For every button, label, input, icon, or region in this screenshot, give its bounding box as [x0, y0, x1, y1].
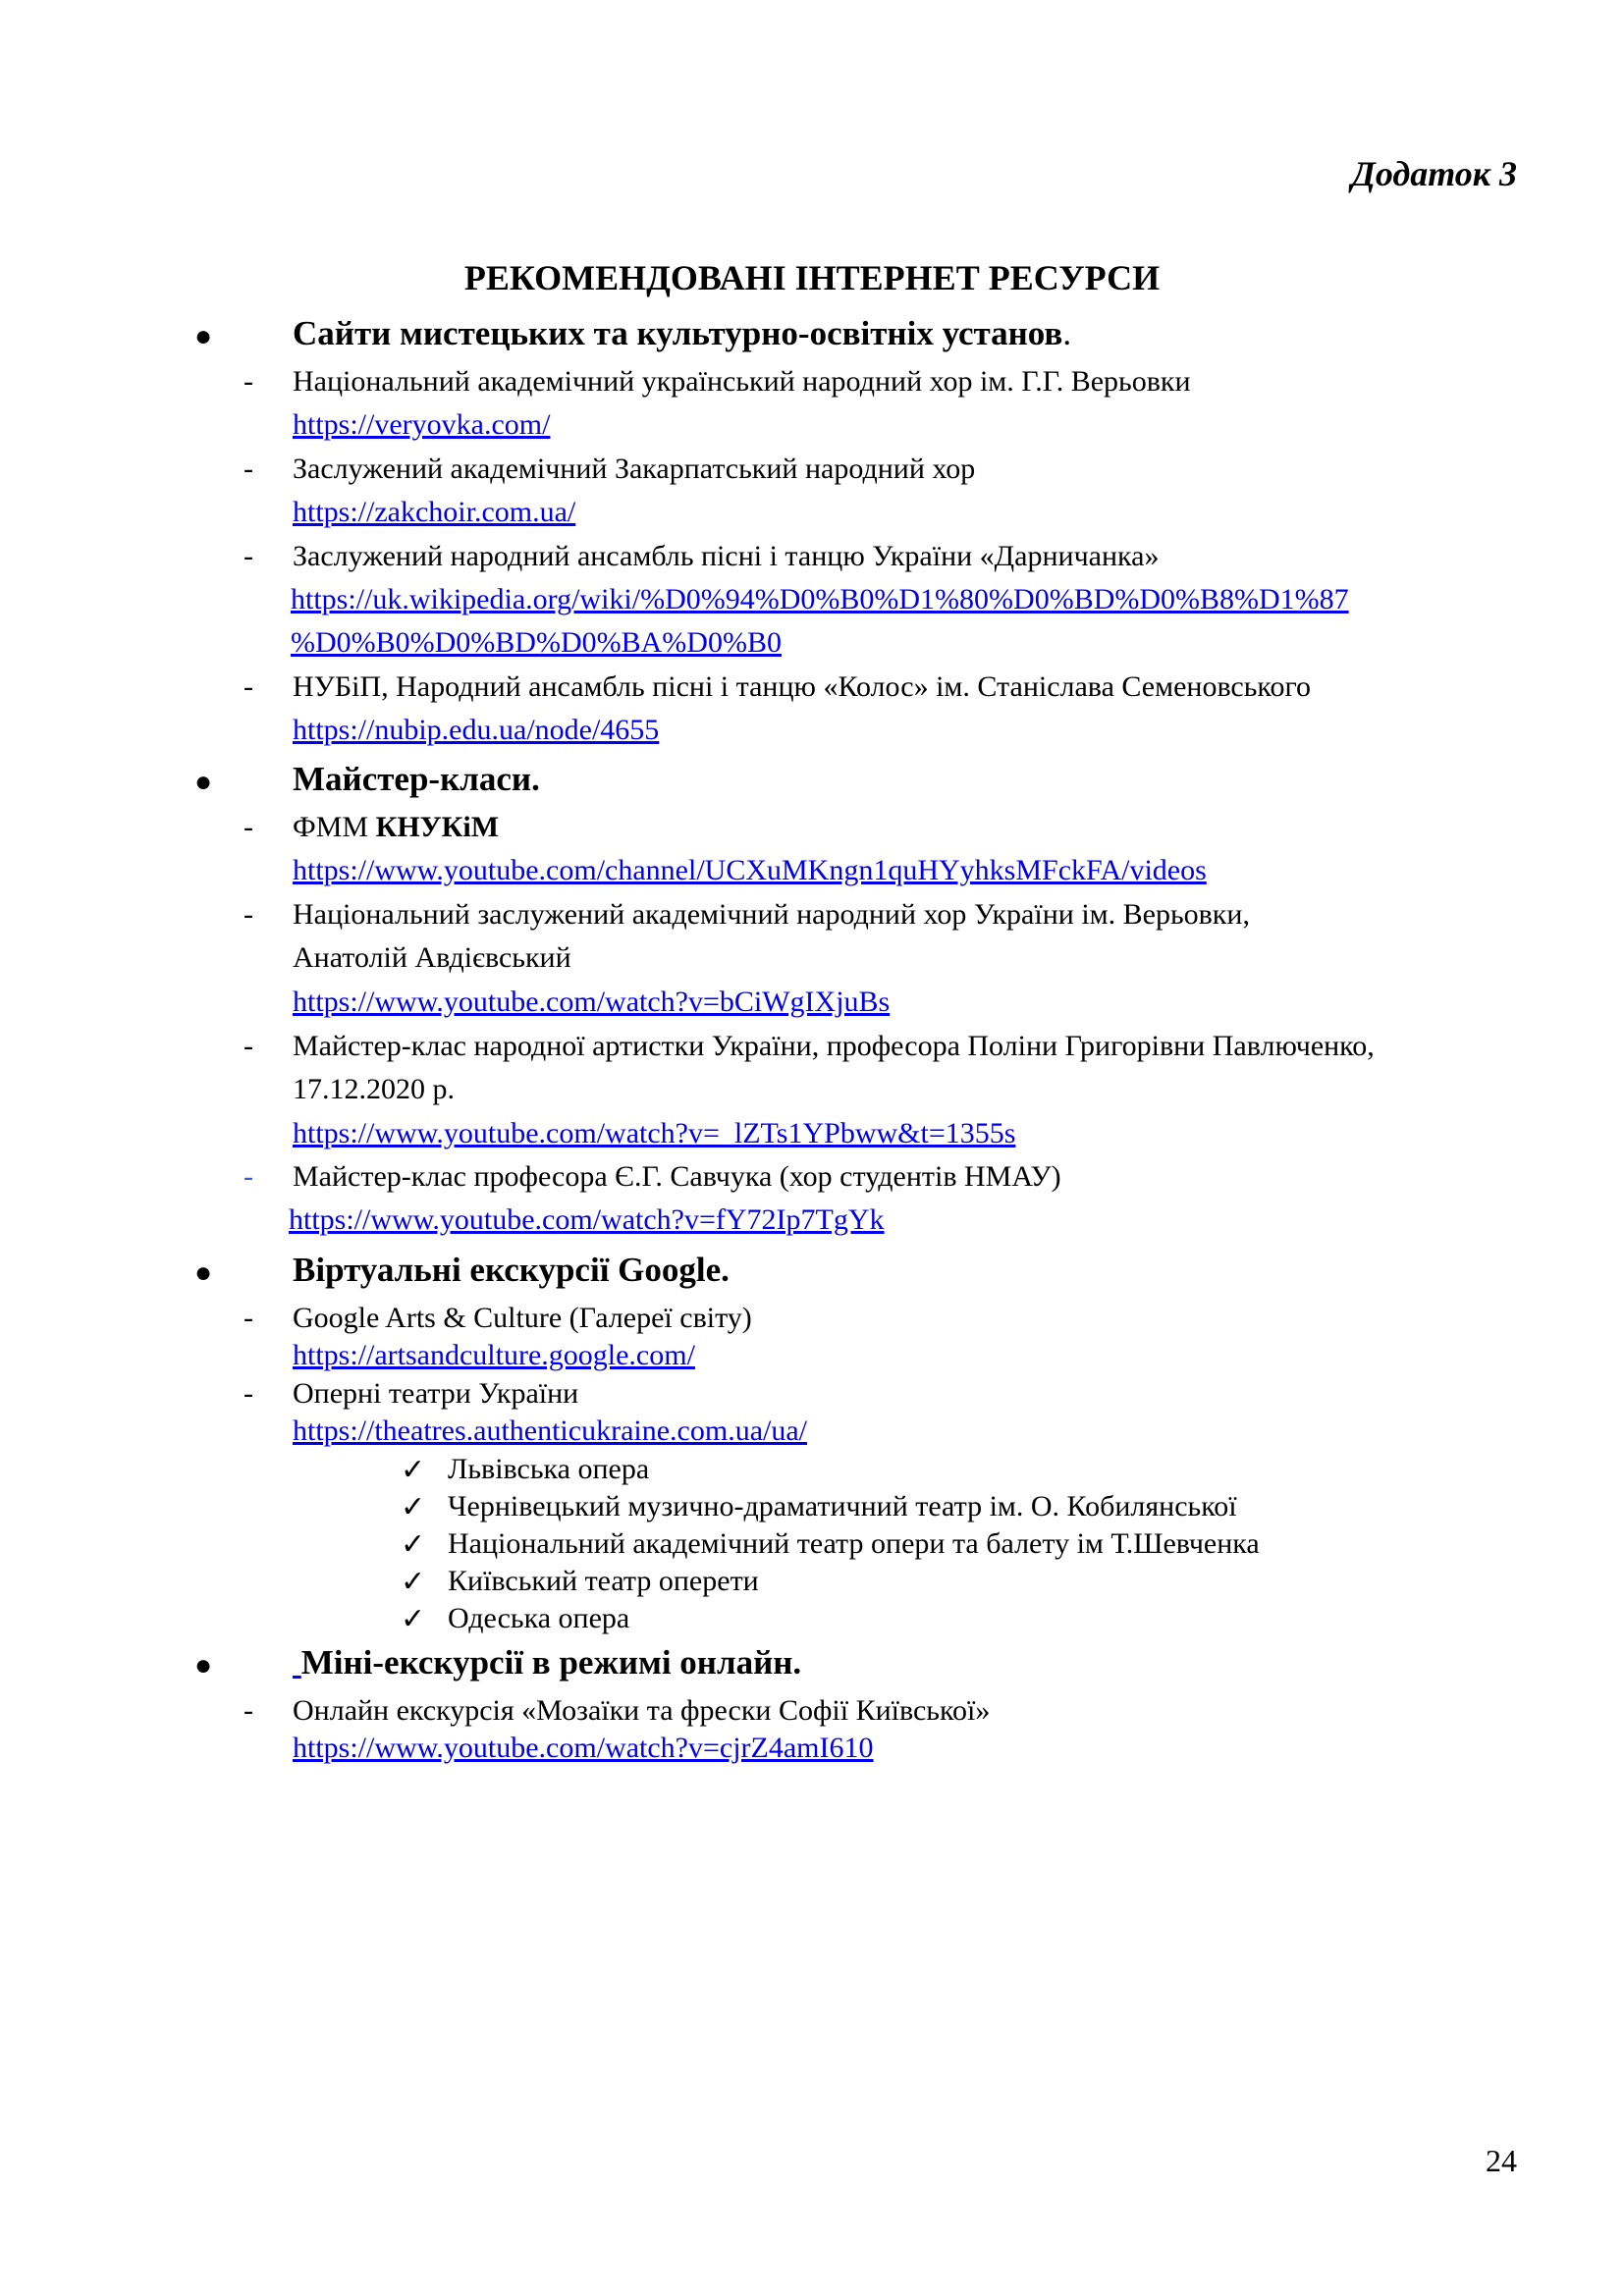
link[interactable]: https://www.youtube.com/watch?v=bCiWgIXjuBs — [293, 986, 891, 1018]
link[interactable]: https://www.youtube.com/watch?v=cjrZ4amI610 — [293, 1732, 874, 1764]
page-title: РЕКОМЕНДОВАНІ ІНТЕРНЕТ РЕСУРСИ — [463, 258, 1161, 297]
section-title: Сайти мистецьких та культурно-освітніх установ. — [293, 314, 1072, 352]
dash-icon: - — [244, 453, 253, 485]
list-item-text: Анатолій Авдієвський — [293, 941, 571, 974]
link[interactable]: https://zakchoir.com.ua/ — [293, 496, 576, 528]
bullet-icon: ● — [194, 766, 213, 798]
list-item-text: Заслужений академічний Закарпатський народний хор — [293, 453, 976, 485]
list-item-text: Національний академічний театр опери та балету ім Т.Шевченка — [448, 1527, 1260, 1560]
list-item-text: 17.12.2020 р. — [293, 1073, 455, 1105]
dash-icon: - — [244, 1160, 253, 1193]
dash-icon: - — [244, 540, 253, 572]
dash-icon: - — [244, 811, 253, 843]
dash-icon: - — [244, 898, 253, 931]
list-item-text: Заслужений народний ансамбль пісні і танцю України «Дарничанка» — [293, 540, 1160, 572]
section-title: Міні-екскурсії в режимі онлайн. — [300, 1643, 802, 1682]
dash-icon: - — [244, 365, 253, 398]
list-item-text: Google Arts & Culture (Галереї світу) — [293, 1302, 752, 1334]
list-item-text: Львівська опера — [448, 1453, 650, 1485]
link[interactable]: https://nubip.edu.ua/node/4655 — [293, 714, 660, 746]
link[interactable]: https://uk.wikipedia.org/wiki/%D0%94%D0%B0%D1%80%D0%BD%D0%B8%D1%87 — [291, 583, 1349, 615]
checkmark-icon: ✓ — [401, 1491, 426, 1523]
checkmark-icon: ✓ — [401, 1566, 426, 1598]
link[interactable]: https://artsandculture.google.com/ — [293, 1339, 695, 1371]
section-title: Віртуальні екскурсії Google. — [293, 1251, 730, 1289]
link[interactable]: https://theatres.authenticukraine.com.ua/ua/ — [293, 1415, 807, 1447]
dash-icon: - — [244, 1030, 253, 1062]
list-item-text: Національний академічний український народний хор ім. Г.Г. Верьовки — [293, 365, 1191, 398]
page-number: 24 — [1486, 2143, 1517, 2178]
list-item-text: Майстер-клас народної артистки України, професора Поліни Григорівни Павлюченко, — [293, 1030, 1375, 1062]
bullet-icon: ● — [194, 320, 213, 352]
dash-icon: - — [244, 1694, 253, 1727]
dash-icon: - — [244, 1377, 253, 1410]
appendix-label: Додаток 3 — [1351, 154, 1517, 193]
list-item-text: Київський театр оперети — [448, 1565, 759, 1597]
list-item-text: Оперні театри України — [293, 1377, 579, 1410]
checkmark-icon: ✓ — [401, 1454, 426, 1486]
link[interactable]: %D0%B0%D0%BD%D0%BA%D0%B0 — [291, 626, 782, 659]
dash-icon: - — [244, 670, 253, 703]
link[interactable]: https://www.youtube.com/watch?v=fY72Ip7TgYk — [289, 1203, 885, 1236]
dash-icon: - — [244, 1302, 253, 1334]
bullet-icon: ● — [194, 1256, 213, 1289]
checkmark-icon: ✓ — [401, 1603, 426, 1635]
list-item-text: Чернівецький музично-драматичний театр ім. О. Кобилянської — [448, 1490, 1237, 1522]
checkmark-icon: ✓ — [401, 1528, 426, 1561]
link[interactable]: https://www.youtube.com/watch?v=_lZTs1YPbww&t=1355s — [293, 1117, 1016, 1149]
section-title: Майстер-класи. — [293, 760, 540, 798]
list-item-text: Національний заслужений академічний народний хор України ім. Верьовки, — [293, 898, 1250, 931]
list-item-text: Онлайн екскурсія «Мозаїки та фрески Софії Київської» — [293, 1694, 991, 1727]
list-item-text: Одеська опера — [448, 1602, 630, 1634]
list-item-text: ФММ КНУКіМ — [293, 811, 500, 843]
list-item-text: НУБіП, Народний ансамбль пісні і танцю «Колос» ім. Станіслава Семеновського — [293, 670, 1312, 703]
link[interactable]: https://www.youtube.com/channel/UCXuMKngn1quHYyhksMFckFA/videos — [293, 854, 1207, 886]
list-item-text: Майстер-клас професора Є.Г. Савчука (хор студентів НМАУ) — [293, 1160, 1061, 1193]
bullet-icon: ● — [194, 1649, 213, 1682]
link[interactable]: https://veryovka.com/ — [293, 408, 551, 441]
